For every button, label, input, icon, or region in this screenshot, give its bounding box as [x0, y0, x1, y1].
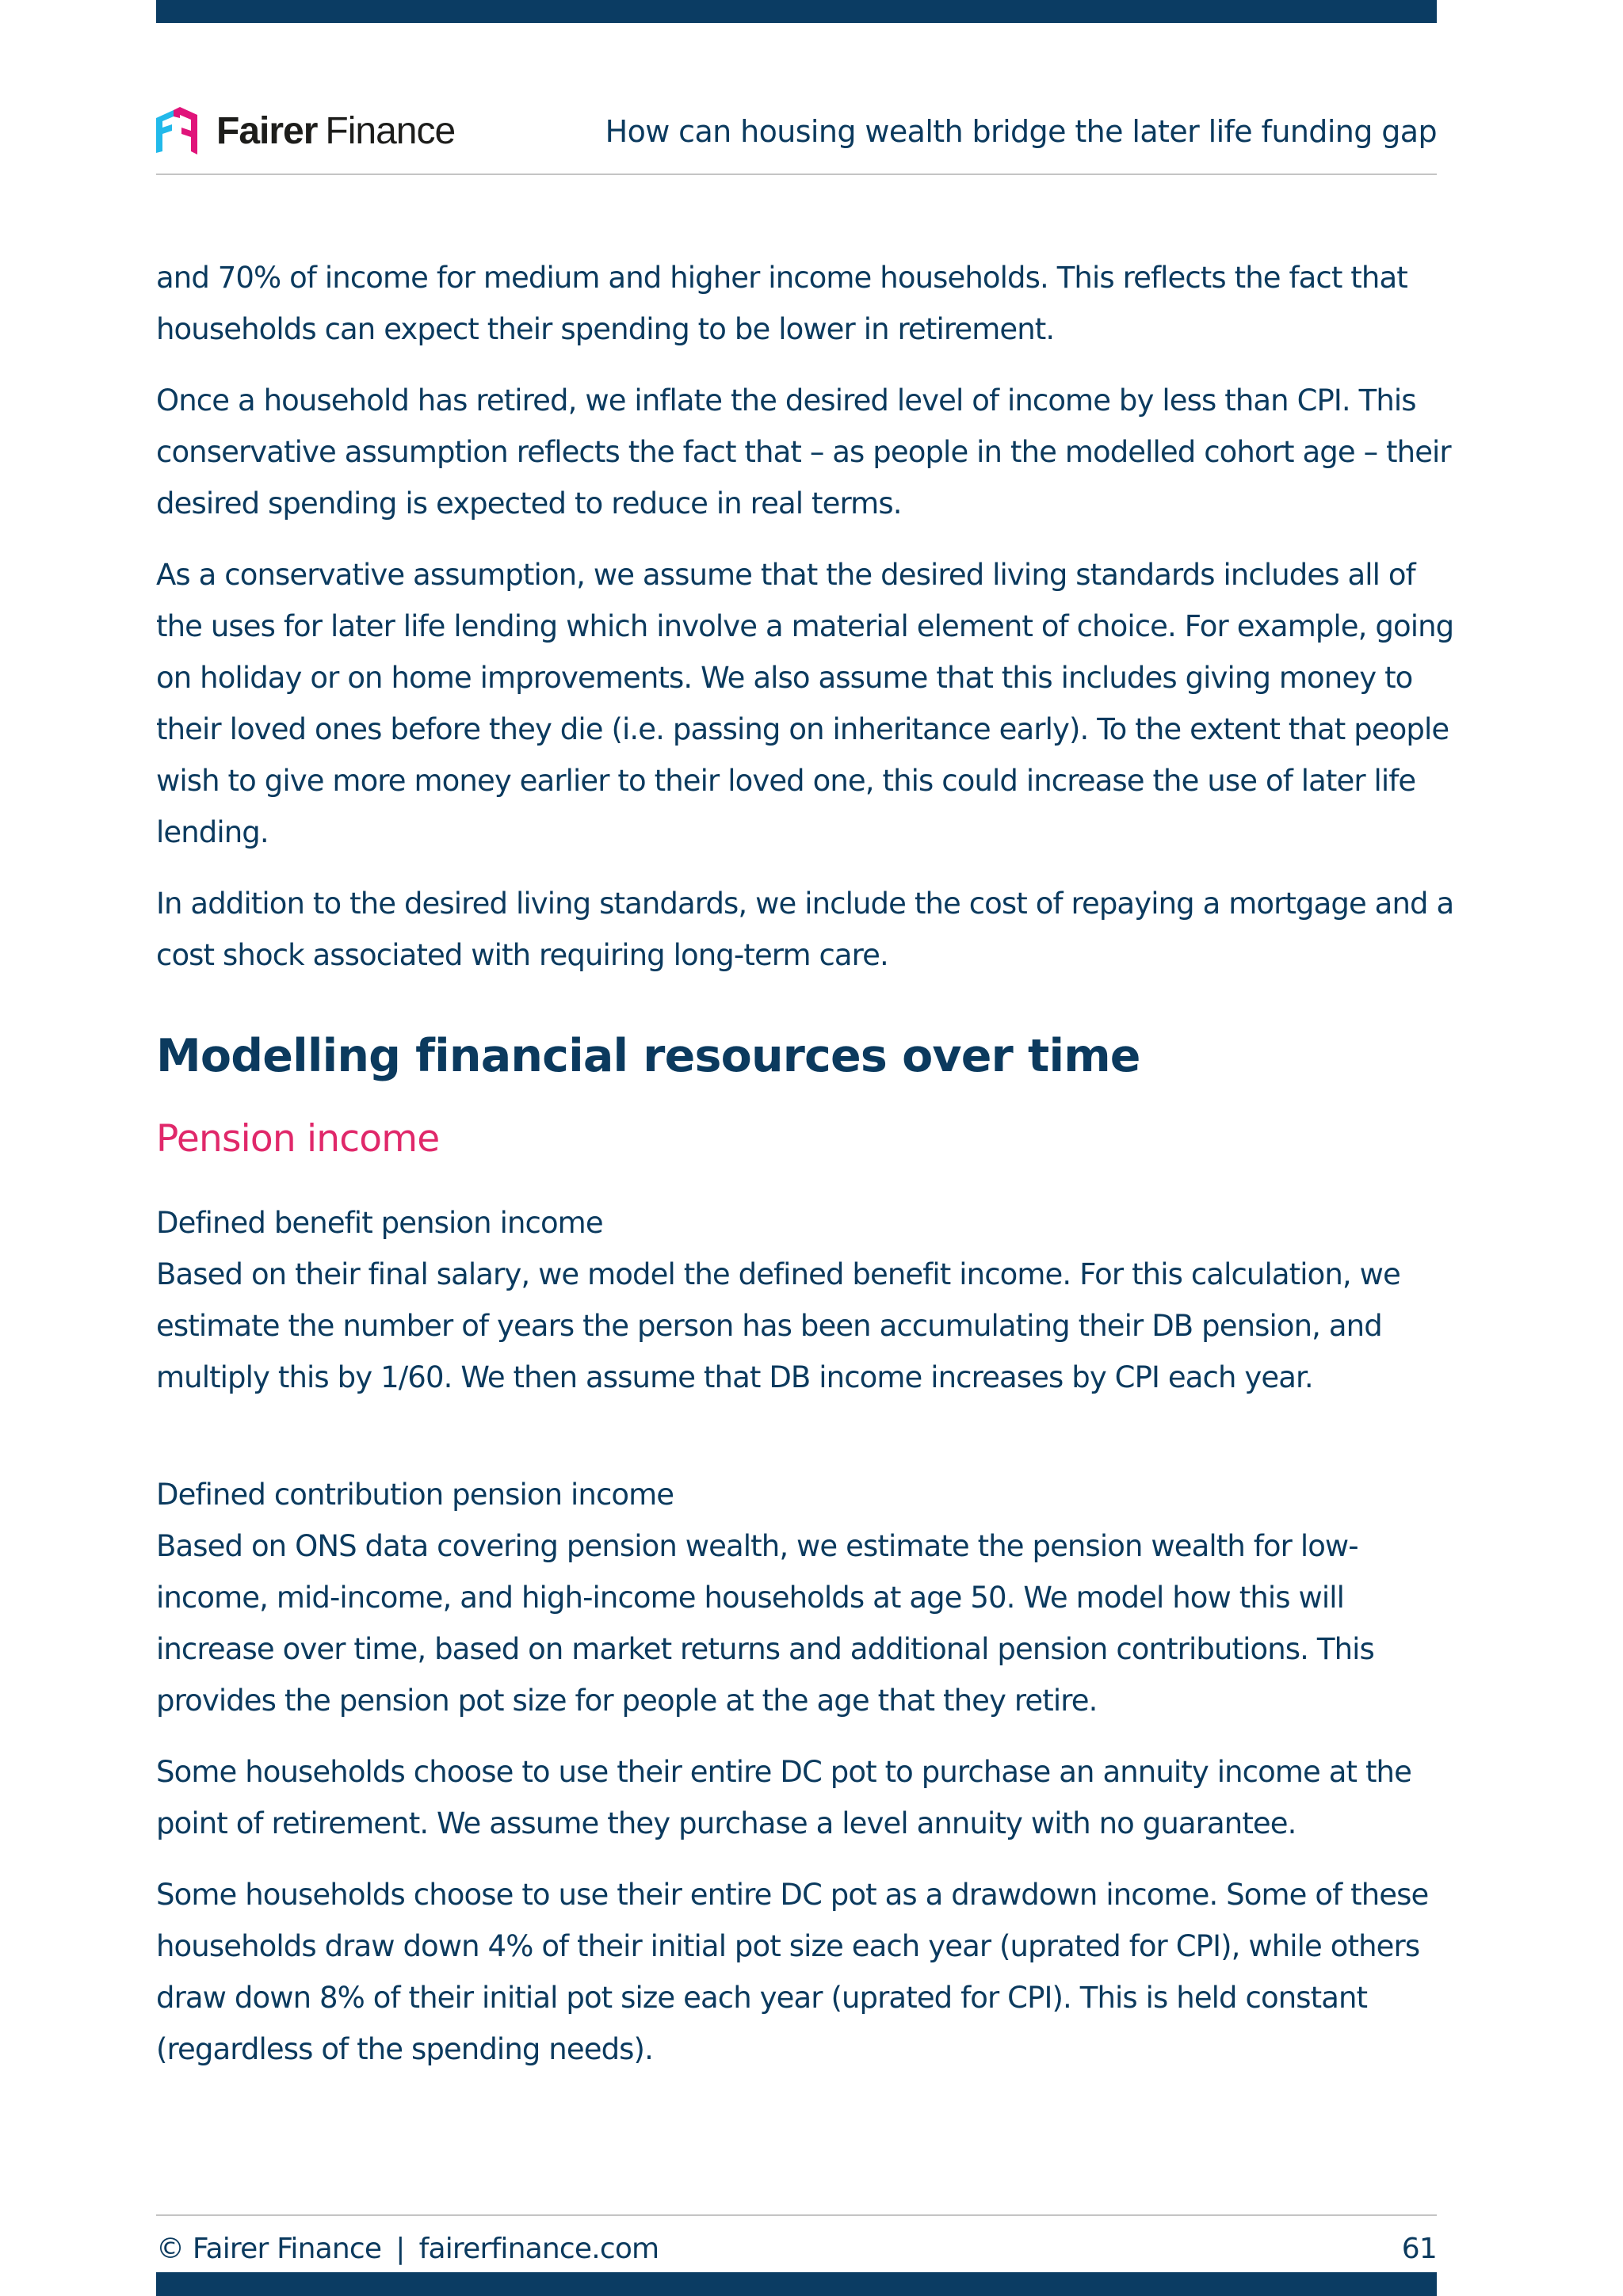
dc-pension-paragraph: Some households choose to use their entire DC pot to purchase an annuity income at the point of retirement. We assume they purchase a level annuity with no guarantee. — [156, 1755, 1411, 1840]
page-header — [156, 95, 1437, 174]
paragraph: In addition to the desired living standards, we include the cost of repaying a mortgage and a cost shock associated with requiring long-term care. — [156, 887, 1454, 972]
page-footer — [156, 2233, 1437, 2272]
brand-name-light: Finance — [325, 109, 456, 152]
section-heading: Modelling financial resources over time — [156, 1030, 1140, 1082]
page-number: 61 — [1401, 2233, 1437, 2265]
db-pension-text: Based on their final salary, we model the defined benefit income. For this calculation, we estimate the number of years the person has been accumulating their DB pension, and multiply this by 1/60. We then assume that DB income increases by CPI each year. — [156, 1257, 1400, 1394]
fairer-finance-logo — [156, 103, 455, 158]
top-banner-bar — [156, 0, 1437, 23]
dc-pension-title: Defined contribution pension income — [156, 1478, 674, 1512]
header-divider — [156, 174, 1437, 175]
footer-separator: | — [395, 2233, 405, 2265]
spacer — [156, 1423, 1456, 1469]
footer-copyright: © Fairer Finance — [156, 2233, 382, 2265]
document-title: How can housing wealth bridge the later life funding gap — [605, 114, 1437, 149]
paragraph: and 70% of income for medium and higher income households. This reflects the fact that households can expect their spending to be lower in retirement. — [156, 261, 1407, 346]
footer-divider — [156, 2214, 1437, 2216]
dc-pension-paragraph: Some households choose to use their entire DC pot as a drawdown income. Some of these households draw down 4% of their initial pot size each year (uprated for CPI), while others draw down 8% of their initial pot size each year (uprated for CPI). This is held constant (regardless of the spending needs). — [156, 1878, 1429, 2066]
brand-name-bold: Fairer — [216, 109, 318, 152]
bottom-banner-bar — [156, 2272, 1437, 2296]
page-content — [156, 252, 1456, 2095]
dc-pension-paragraph: Based on ONS data covering pension wealth, we estimate the pension wealth for low-income, mid-income, and high-income households at age 50. We model how this will increase over time, based on market returns and additional pension contributions. This provides the pension pot size for people at the age that they retire. — [156, 1529, 1374, 1718]
footer-website-link[interactable]: fairerfinance.com — [418, 2233, 659, 2265]
brand-name — [216, 109, 455, 153]
paragraph: Once a household has retired, we inflate the desired level of income by less than CPI. This conservative assumption reflects the fact that – as people in the modelled cohort age – their desired spending is expected to reduce in real terms. — [156, 383, 1451, 521]
subsection-heading: Pension income — [156, 1117, 440, 1161]
paragraph: As a conservative assumption, we assume that the desired living standards includes all of the uses for later life lending which involve a material element of choice. For example, going on holiday or on home improvements. We also assume that this includes giving money to their loved ones before they die (i.e. passing on inheritance early). To the extent that people wish to give more money earlier to their loved one, this could increase the use of later life lending. — [156, 558, 1454, 849]
db-pension-title: Defined benefit pension income — [156, 1206, 603, 1240]
ff-logo-icon — [156, 107, 207, 154]
